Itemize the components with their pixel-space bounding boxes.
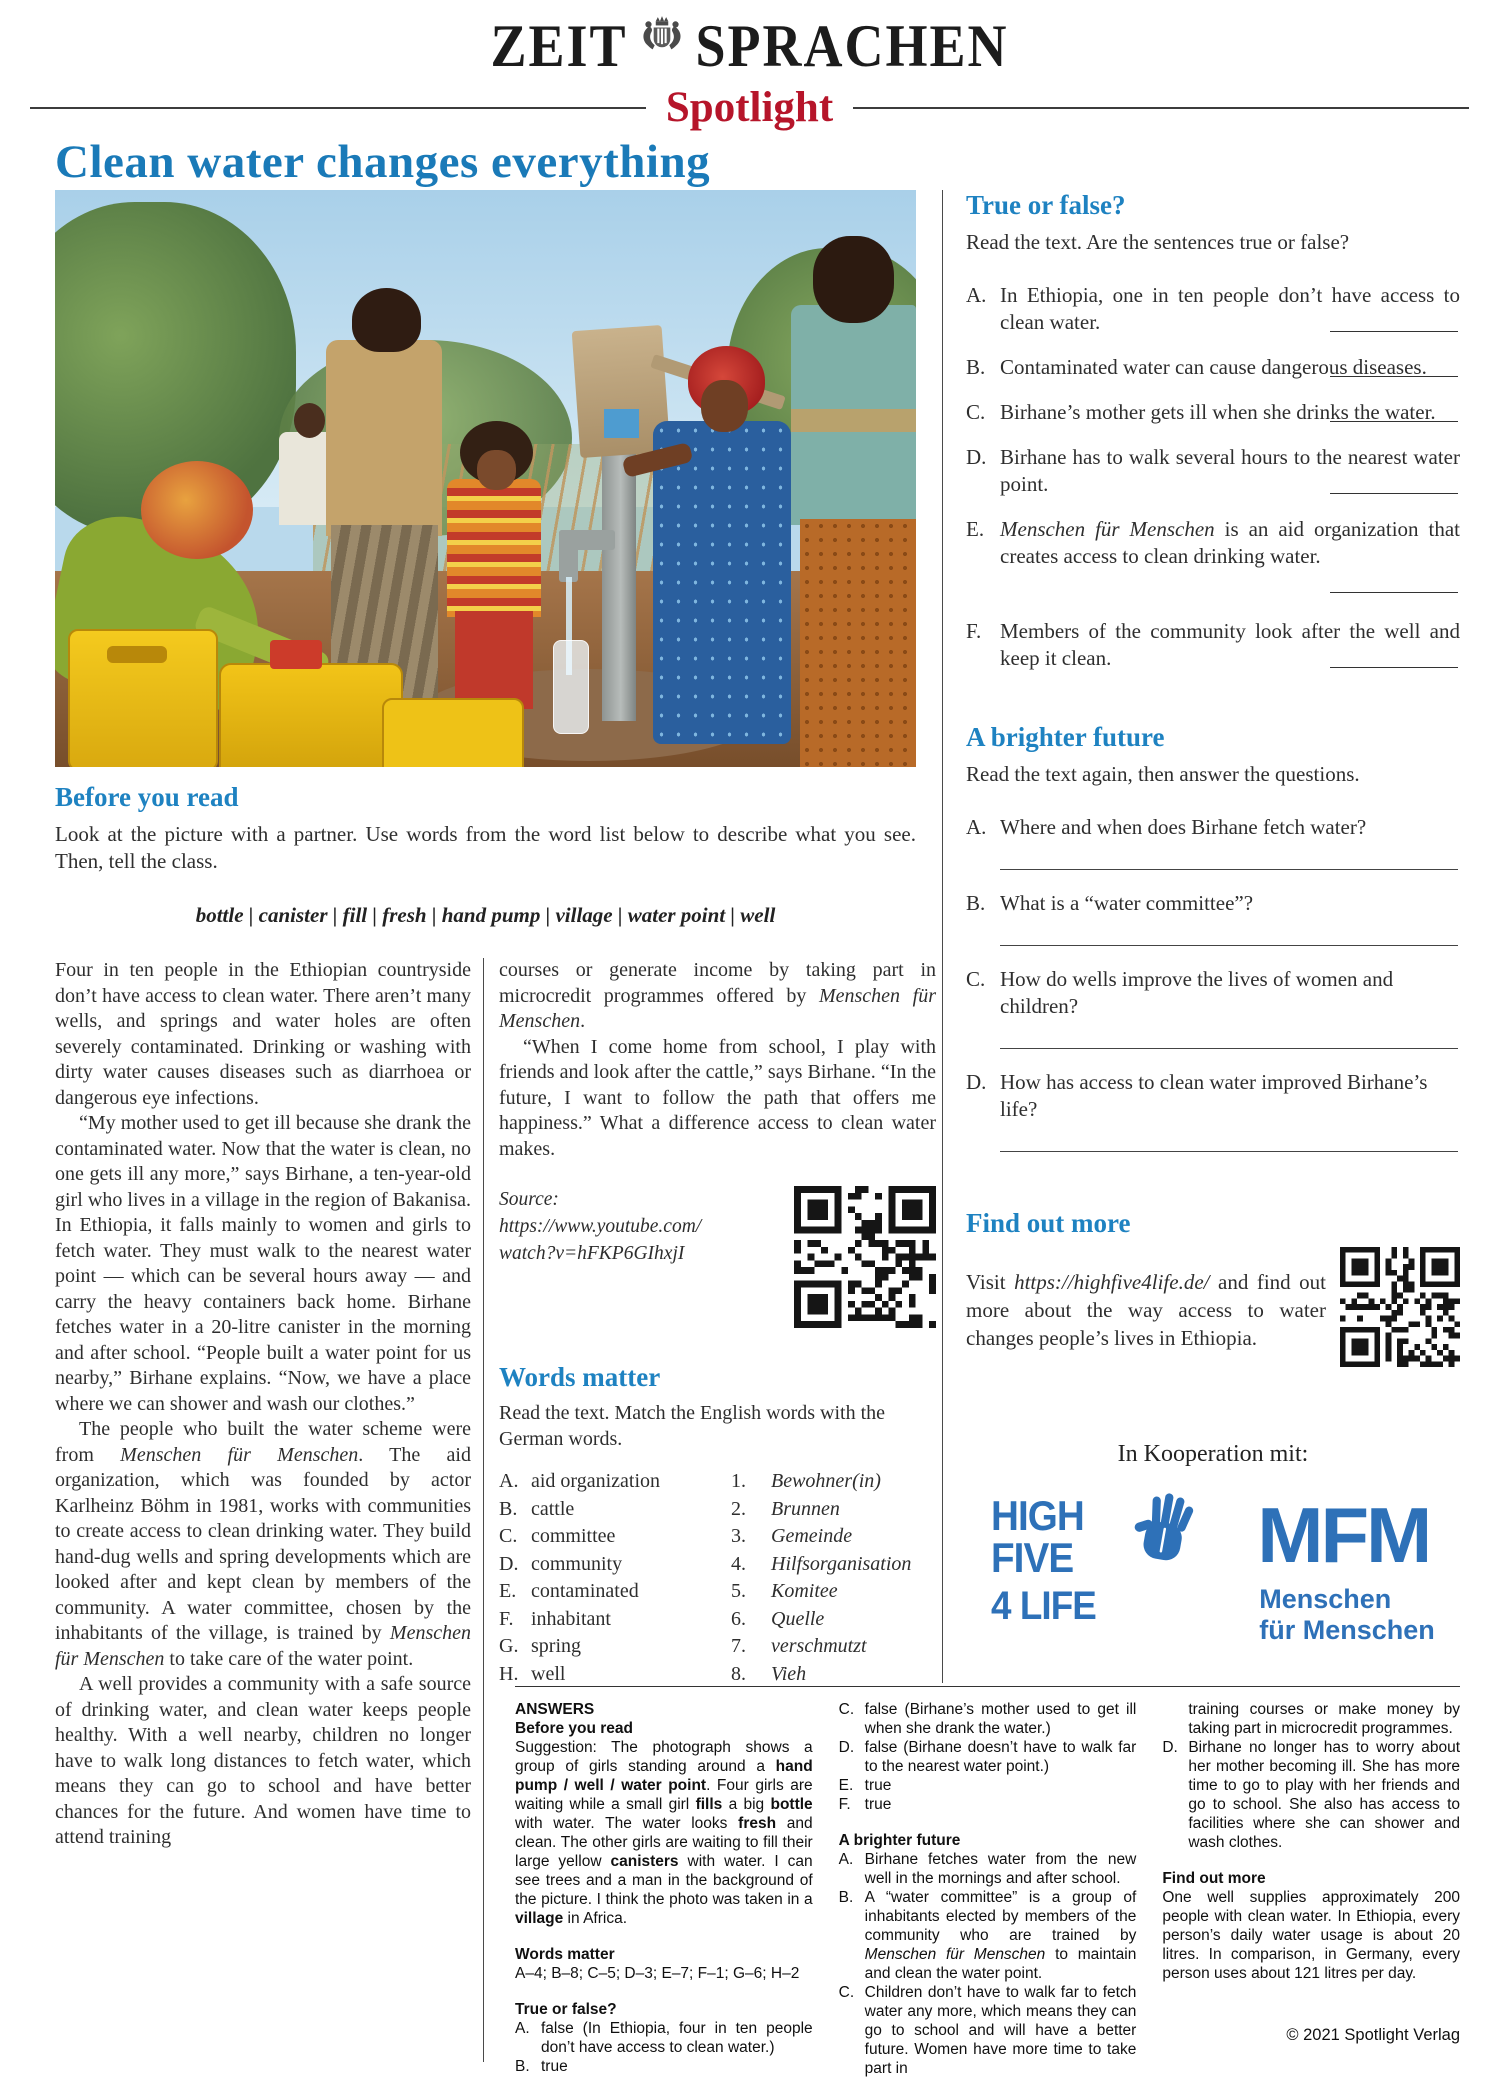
answers-column-1 bbox=[515, 1700, 813, 2075]
source-block bbox=[499, 1186, 936, 1328]
matching-row[interactable] bbox=[499, 1578, 936, 1606]
item-key: A. bbox=[966, 815, 987, 839]
partner-logos bbox=[966, 1492, 1460, 1650]
highfive-line1: HIGH bbox=[991, 1492, 1085, 1539]
answer-item bbox=[839, 1776, 1137, 1795]
answer-line[interactable] bbox=[1000, 867, 1458, 870]
answers-tf-title: True or false? bbox=[515, 2001, 617, 2018]
photo-woman-headscarf bbox=[141, 461, 253, 559]
true-false-item-b bbox=[966, 354, 1460, 381]
answer-key: A. bbox=[838, 1851, 854, 1868]
answers-column-3 bbox=[1162, 1700, 1460, 2045]
words-matter-heading: Words matter bbox=[499, 1362, 661, 1392]
english-key: B. bbox=[499, 1497, 518, 1520]
find-out-more-row bbox=[966, 1247, 1460, 1373]
source-text bbox=[499, 1186, 794, 1267]
answer-blank-row bbox=[966, 578, 1458, 598]
german-key: 2. bbox=[731, 1497, 746, 1520]
answer-text: true bbox=[541, 2058, 568, 2075]
source-url-line2[interactable]: watch?v=hFKP6GIhxjI bbox=[499, 1243, 685, 1264]
answer-item bbox=[839, 1850, 1137, 1888]
article-column-1 bbox=[55, 958, 471, 1851]
german-word: Bewohner(in) bbox=[771, 1470, 881, 1492]
answer-text: true bbox=[864, 1796, 892, 1813]
article-photo bbox=[55, 190, 916, 767]
question-b bbox=[966, 890, 1460, 917]
answers-fom-title: Find out more bbox=[1162, 1870, 1266, 1887]
answer-line[interactable] bbox=[1000, 1046, 1458, 1049]
answer-key: C. bbox=[838, 1984, 855, 2001]
answer-blank[interactable] bbox=[1330, 421, 1458, 422]
masthead bbox=[0, 11, 1499, 80]
item-key: B. bbox=[966, 355, 986, 379]
german-key: 4. bbox=[731, 1552, 746, 1575]
answer-blank[interactable] bbox=[1330, 578, 1458, 593]
german-key: 8. bbox=[731, 1662, 746, 1685]
answer-item bbox=[515, 2019, 813, 2057]
answer-text: Birhane no longer has to worry about her mother becoming ill. She has more time to go to play with her friends and go to school. She also has access to facilities where she can shower and wash clothes. bbox=[1188, 1739, 1461, 1851]
german-word: Vieh bbox=[771, 1662, 807, 1685]
photo-jerrycan-red-cap bbox=[270, 640, 322, 669]
matching-row[interactable] bbox=[499, 1661, 936, 1689]
photo-girl-striped-face bbox=[477, 450, 516, 490]
mfm-subtitle bbox=[1259, 1584, 1435, 1646]
question-text: Where and when does Birhane fetch water? bbox=[1000, 815, 1367, 839]
word-list: bottle | canister | fill | fresh | hand pump | village | water point | well bbox=[195, 903, 776, 927]
mfm-abbr: MFM bbox=[1257, 1490, 1430, 1579]
english-key: E. bbox=[499, 1580, 517, 1602]
item-key: C. bbox=[966, 400, 986, 424]
question-text: How has access to clean water improved Birhane’s life? bbox=[1000, 1070, 1428, 1121]
article-paragraph: “When I come home from school, I play with friends and look after the cattle,” says Birhane. “In the future, I want to follow the path that offers me happiness.” What a difference access to clean water makes. bbox=[499, 1035, 936, 1160]
item-key: D. bbox=[966, 445, 987, 469]
heraldic-crest-icon bbox=[636, 14, 688, 71]
german-word: Quelle bbox=[771, 1607, 825, 1630]
copyright: © 2021 Spotlight Verlag bbox=[1286, 2026, 1461, 2044]
answers-section bbox=[515, 1700, 1461, 2077]
article-paragraph: The people who built the water scheme were from Menschen für Menschen. The aid organization, which was founded by actor Karlheinz Böhm in 1981, works with communities to create access to clean drinking water. They build hand-dug wells and spring developments which are looked after and kept clean by members of the community. A water committee, chosen by the inhabitants of the village, is trained by Menschen für Menschen to take care of the water point. bbox=[55, 1418, 471, 1670]
matching-row[interactable] bbox=[499, 1468, 936, 1496]
photo-girl-tan-shirt bbox=[326, 340, 442, 536]
answer-line[interactable] bbox=[1000, 943, 1458, 946]
answer-item bbox=[839, 1738, 1137, 1776]
answer-item bbox=[839, 1700, 1137, 1738]
answer-line[interactable] bbox=[1000, 1149, 1458, 1152]
answer-item bbox=[839, 1888, 1137, 1983]
answer-key: B. bbox=[838, 1889, 854, 1906]
item-text: Birhane’s mother gets ill when she drinks the water. bbox=[1000, 400, 1436, 424]
answers-byr-text: Suggestion: The photograph shows a group of girls standing around a hand pump / well / water point. Four girls are waiting while a small girl fills a big bottle with water. The water looks fresh and clean. The other girls are waiting to fill their large yellow canisters with water. I can see trees and a man in the background of the picture. I think the photo was taken in a village in Africa. bbox=[515, 1739, 813, 1927]
english-key: F. bbox=[499, 1607, 514, 1630]
matching-row[interactable] bbox=[499, 1496, 936, 1524]
banner-rule-left bbox=[30, 107, 646, 109]
answer-continuation: training courses or make money by taking part in microcredit programmes. bbox=[1188, 1701, 1461, 1737]
brighter-future-heading: A brighter future bbox=[966, 722, 1165, 752]
true-false-item-e bbox=[966, 516, 1460, 570]
article-paragraph: A well provides a community with a safe source of drinking water, and clean water keeps people healthy. With a well nearby, children no longer have to walk long distances to fetch water, which means they can go to school and have better chances for the future. And women have time to attend training bbox=[55, 1673, 471, 1848]
answer-text: A “water committee” is a group of inhabitants elected by members of the community who are trained by Menschen für Menschen to maintain and clean the water point. bbox=[864, 1889, 1137, 1982]
answers-divider-rule bbox=[515, 1686, 1460, 1687]
item-key: F. bbox=[966, 619, 982, 643]
answer-item bbox=[839, 1795, 1137, 1814]
question-text: How do wells improve the lives of women and children? bbox=[1000, 967, 1394, 1018]
answers-wm-text: A–4; B–8; C–5; D–3; E–7; F–1; G–6; H–2 bbox=[515, 1965, 800, 1982]
german-word: Komitee bbox=[771, 1580, 838, 1602]
item-key: B. bbox=[966, 891, 986, 915]
answers-byr-title: Before you read bbox=[515, 1720, 634, 1737]
section-brighter-future bbox=[966, 722, 1460, 1152]
answer-key: D. bbox=[1162, 1739, 1178, 1756]
answer-key: A. bbox=[515, 2020, 530, 2037]
before-you-read-intro: Look at the picture with a partner. Use words from the word list below to describe what you see. Then, tell the class. bbox=[55, 822, 916, 873]
german-word: verschmutzt bbox=[771, 1635, 867, 1657]
english-word: inhabitant bbox=[531, 1607, 611, 1630]
answer-text: Birhane fetches water from the new well in the mornings and after school. bbox=[864, 1851, 1137, 1887]
highfive4life-logo bbox=[991, 1492, 1201, 1650]
english-key: G. bbox=[499, 1635, 519, 1657]
photo-girl-blue-dress bbox=[653, 421, 791, 744]
question-text: What is a “water committee”? bbox=[1000, 891, 1254, 915]
photo-jerrycan-2 bbox=[219, 663, 404, 767]
answer-item bbox=[515, 2057, 813, 2076]
answer-blank[interactable] bbox=[1330, 493, 1458, 494]
answers-fom-text: One well supplies approximately 200 people with clean water. In Ethiopia, every person’s daily water usage is about 20 litres. In comparison, in Germany, every person uses about 121 litres per day. bbox=[1162, 1889, 1461, 1982]
matching-row[interactable] bbox=[499, 1606, 936, 1634]
article-paragraph: courses or generate income by taking part in microcredit programmes offered by Menschen für Menschen. bbox=[499, 959, 936, 1032]
answer-blank[interactable] bbox=[1330, 667, 1458, 668]
section-words-matter bbox=[499, 1362, 936, 1688]
brand-sprachen: SPRACHEN bbox=[695, 11, 1009, 80]
answer-key: F. bbox=[838, 1796, 851, 1813]
matching-list bbox=[499, 1468, 936, 1688]
answer-text: false (In Ethiopia, four in ten people don’t have access to clean water.) bbox=[541, 2020, 813, 2056]
qr-code-highfive bbox=[1340, 1247, 1460, 1367]
photo-girl-teal-hair bbox=[813, 236, 895, 323]
item-key: E. bbox=[966, 517, 985, 541]
item-text: In Ethiopia, one in ten people don’t have access to clean water. bbox=[1000, 283, 1460, 334]
article-paragraph: “My mother used to get ill because she drank the contaminated water. Now that the water is clean, no one gets ill any more,” says Birhane, a ten-year-old girl who lives in a village in the region of Bakanisa. In Ethiopia, it falls mainly to women and girls to fetch water. They must walk to the nearest water point — which can be several hours away — and carry the heavy containers back home. Birhane fetches water in a 20-litre canister in the morning and after school. “People built a water point for us nearby,” Birhane explains. “Now, we have a place where we can shower and wash our clothes.” bbox=[55, 1112, 471, 1415]
find-out-more-heading: Find out more bbox=[966, 1208, 1131, 1238]
question-c bbox=[966, 966, 1460, 1020]
german-word: Brunnen bbox=[771, 1497, 840, 1520]
english-word: community bbox=[531, 1552, 623, 1575]
english-key: A. bbox=[499, 1470, 519, 1492]
answer-key: D. bbox=[838, 1739, 855, 1756]
item-key: C. bbox=[966, 967, 986, 991]
photo-girl-tan-hair bbox=[352, 288, 421, 351]
page-title: Clean water changes everything bbox=[55, 136, 711, 189]
source-label: Source: bbox=[499, 1189, 559, 1210]
highfive-line2: FIVE bbox=[991, 1534, 1074, 1581]
answer-text: Children don’t have to walk far to fetch water any more, which means they can go to school and will have a better future. Women have more time to take part in bbox=[864, 1984, 1137, 2077]
matching-row[interactable] bbox=[499, 1633, 936, 1661]
answers-heading: ANSWERS bbox=[515, 1701, 595, 1718]
answer-item bbox=[1162, 1738, 1460, 1852]
answer-key: B. bbox=[515, 2058, 530, 2075]
photo-pump-spout-down bbox=[559, 530, 578, 582]
mfm-sub-line2: für Menschen bbox=[1259, 1615, 1435, 1645]
answer-blank[interactable] bbox=[1330, 331, 1458, 332]
item-text: Members of the community look after the well and keep it clean. bbox=[1000, 619, 1460, 670]
answer-key: E. bbox=[838, 1777, 854, 1794]
item-key: A. bbox=[966, 283, 987, 307]
english-word: aid organization bbox=[531, 1470, 661, 1492]
photo-jerrycan-handle bbox=[107, 646, 167, 663]
before-you-read-heading: Before you read bbox=[55, 782, 239, 812]
german-key: 3. bbox=[731, 1525, 746, 1547]
answers-column-2 bbox=[838, 1700, 1137, 2077]
german-word: Gemeinde bbox=[771, 1525, 853, 1547]
english-word: spring bbox=[531, 1635, 581, 1657]
english-word: cattle bbox=[531, 1497, 575, 1520]
item-text: Contaminated water can cause dangerous diseases. bbox=[1000, 355, 1427, 379]
true-false-item-d bbox=[966, 444, 1460, 498]
section-find-out-more bbox=[966, 1208, 1460, 1373]
photo-girl-blue-face bbox=[701, 380, 748, 432]
true-false-intro: Read the text. Are the sentences true or false? bbox=[966, 230, 1350, 254]
high-five-hand-icon bbox=[1126, 1487, 1201, 1580]
answer-key: C. bbox=[838, 1701, 855, 1718]
kooperation-label: In Kooperation mit: bbox=[1117, 1441, 1309, 1467]
photo-plastic-bottle bbox=[553, 640, 589, 734]
banner-rule-right bbox=[853, 107, 1469, 109]
true-false-item-f bbox=[966, 618, 1460, 672]
photo-girl-teal-sash bbox=[791, 409, 916, 432]
article-column-2 bbox=[499, 958, 936, 1688]
german-key: 1. bbox=[731, 1470, 746, 1492]
answer-text: false (Birhane doesn’t have to walk far to the nearest water point.) bbox=[864, 1739, 1137, 1775]
item-text: Menschen für Menschen is an aid organization that creates access to clean drinking water. bbox=[1000, 517, 1460, 568]
answer-blank[interactable] bbox=[1330, 376, 1458, 377]
answers-wm-title: Words matter bbox=[515, 1946, 615, 1963]
photo-girl-striped-skirt bbox=[455, 611, 532, 709]
mfm-logo bbox=[1257, 1490, 1435, 1646]
english-key: C. bbox=[499, 1525, 518, 1547]
photo-jerrycan-3 bbox=[382, 698, 524, 767]
magazine-name: Spotlight bbox=[665, 84, 834, 131]
photo-girl-orange-skirt bbox=[800, 519, 916, 767]
photo-girl-striped-shirt bbox=[447, 479, 542, 617]
true-false-item-a bbox=[966, 282, 1460, 336]
true-false-item-c bbox=[966, 399, 1460, 426]
find-out-more-text[interactable]: Visit https://highfive4life.de/ and find out more about the way access to water changes people’s lives in Ethiopia. bbox=[966, 1270, 1326, 1350]
item-key: D. bbox=[966, 1070, 987, 1094]
answer-text: false (Birhane’s mother used to get ill when she drank the water.) bbox=[864, 1701, 1137, 1737]
german-key: 5. bbox=[731, 1580, 746, 1602]
matching-row[interactable] bbox=[499, 1523, 936, 1551]
english-key: D. bbox=[499, 1552, 519, 1575]
mfm-sub-line1: Menschen bbox=[1259, 1583, 1392, 1614]
answer-item bbox=[839, 1983, 1137, 2078]
english-word: well bbox=[531, 1662, 566, 1685]
article-paragraph: Four in ten people in the Ethiopian countryside don’t have access to clean water. There aren’t many wells, and springs and water holes are often severely contaminated. Drinking or washing with dirty water causes diseases such as diarrhoea or dangerous eye infections. bbox=[55, 959, 471, 1109]
german-key: 7. bbox=[731, 1635, 746, 1657]
section-before-you-read bbox=[55, 782, 916, 928]
photo-pump-sticker bbox=[604, 409, 638, 438]
answers-bf-title: A brighter future bbox=[838, 1832, 961, 1849]
exercise-sidebar bbox=[942, 190, 1460, 1683]
item-text: Birhane has to walk several hours to the nearest water point. bbox=[1000, 445, 1460, 496]
matching-row[interactable] bbox=[499, 1551, 936, 1579]
source-url-line1[interactable]: https://www.youtube.com/ bbox=[499, 1216, 702, 1237]
magazine-banner bbox=[30, 86, 1469, 129]
column-divider-rule bbox=[483, 958, 484, 2062]
highfive-line3: 4 LIFE bbox=[991, 1584, 1097, 1628]
german-key: 6. bbox=[731, 1607, 746, 1630]
german-word: Hilfsorganisation bbox=[771, 1552, 912, 1575]
english-word: contaminated bbox=[531, 1580, 639, 1602]
brand-zeit: ZEIT bbox=[490, 11, 628, 80]
english-word: committee bbox=[531, 1525, 616, 1547]
answer-text: true bbox=[864, 1777, 892, 1794]
english-key: H. bbox=[499, 1662, 519, 1685]
question-a bbox=[966, 814, 1460, 841]
qr-code-source bbox=[794, 1186, 936, 1328]
words-matter-intro: Read the text. Match the English words with the German words. bbox=[499, 1402, 886, 1450]
brighter-future-intro: Read the text again, then answer the questions. bbox=[966, 762, 1360, 786]
question-d bbox=[966, 1069, 1460, 1123]
true-false-heading: True or false? bbox=[966, 190, 1126, 220]
